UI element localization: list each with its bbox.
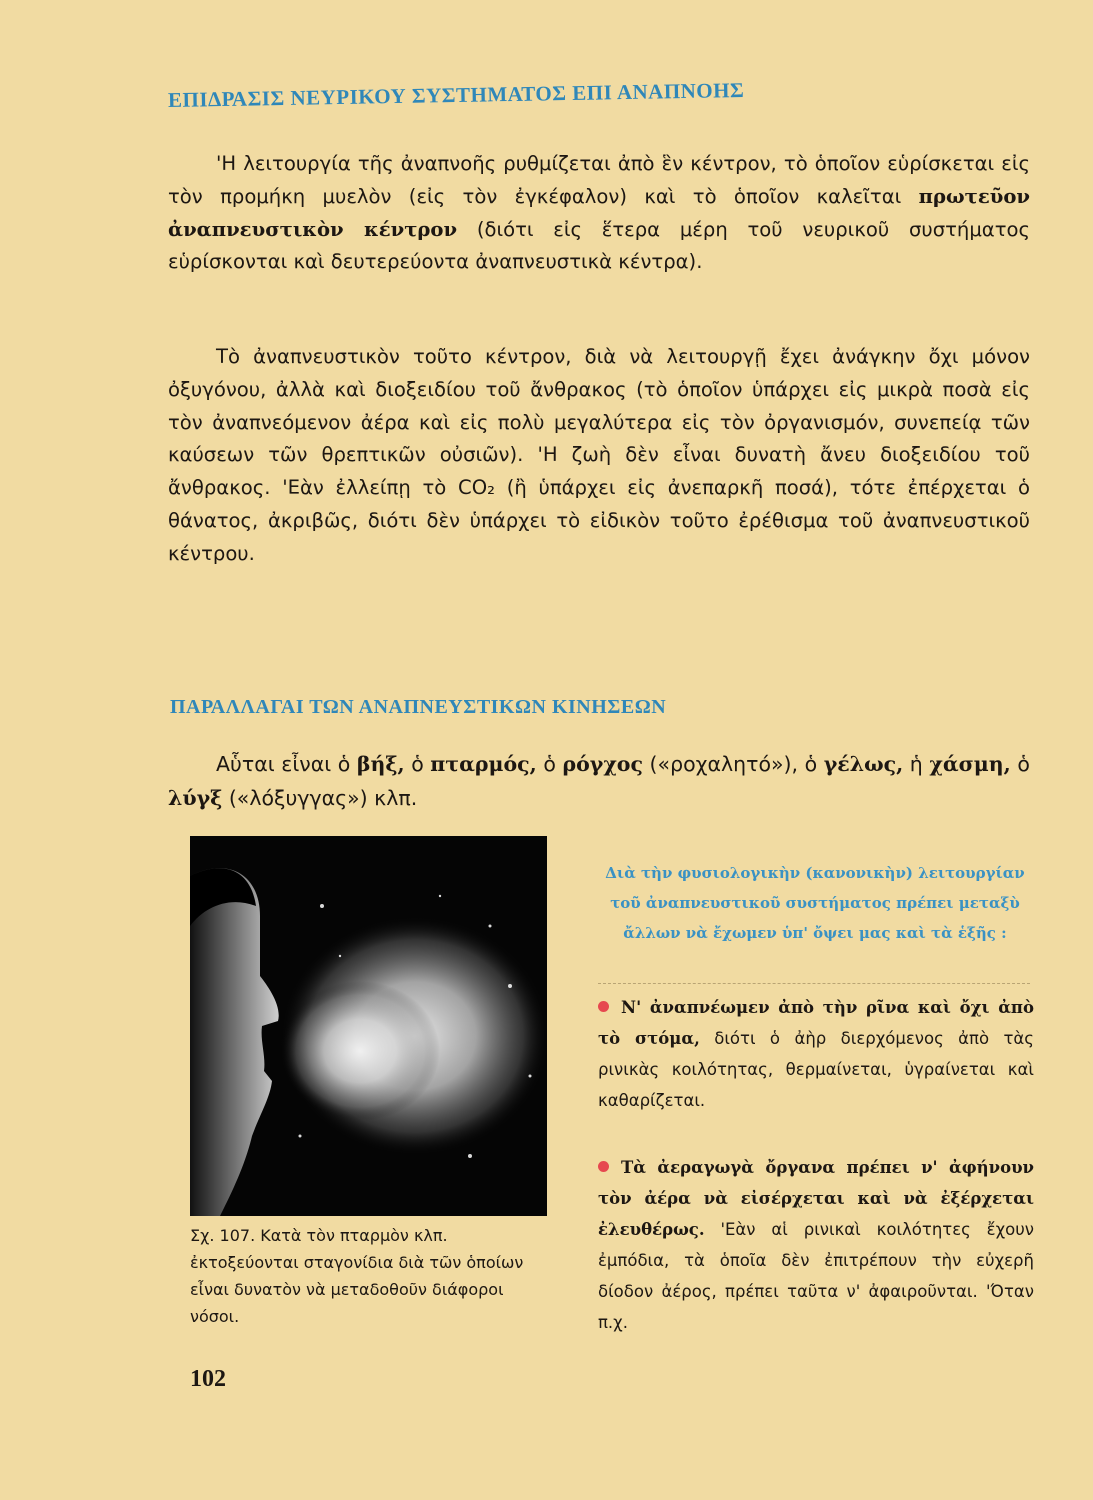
bullet-icon (598, 1001, 609, 1012)
tip-free-airways (598, 1152, 1034, 1338)
bold-term: Ν' ἀναπνέωμεν ἀπὸ τὴν ρῖνα καὶ ὄχι ἀπὸ τὸ στόμα, (598, 998, 1034, 1048)
figure-caption: Σχ. 107. Κατὰ τὸν πταρμὸν κλπ. ἐκτοξεύονται σταγονίδια διὰ τῶν ὁποίων εἶναι δυνατὸν νὰ μεταδοθοῦν διάφοροι νόσοι. (190, 1226, 524, 1326)
paragraph-text: (διότι εἰς ἕτερα μέρη τοῦ νευρικοῦ συστήματος εὑρίσκονται καὶ δευτερεύοντα ἀναπνευστικὰ κέντρα). (168, 217, 1030, 274)
bold-term: ρόγχος (562, 752, 643, 776)
bold-term: πταρμός, (430, 752, 537, 776)
bold-term: γέλως, (823, 752, 904, 776)
paragraph-respiratory-center (168, 148, 1030, 279)
bold-term: λύγξ (168, 786, 223, 810)
bold-term: χάσμη, (929, 752, 1011, 776)
bullet-icon (598, 1161, 609, 1172)
sneeze-illustration (190, 836, 547, 1216)
sidebar-intro: Διὰ τὴν φυσιολογικὴν (κανονικὴν) λειτουργίαν τοῦ ἀναπνευστικοῦ συστήματος πρέπει μεταξὺ ἄλλων νὰ ἔχωμεν ὑπ' ὄψει μας καὶ τὰ ἑξῆς : (605, 864, 1025, 942)
paragraph-co2: Τὸ ἀναπνευστικὸν τοῦτο κέντρον, διὰ νὰ λειτουργῇ ἔχει ἀνάγκην ὄχι μόνον ὀξυγόνου, ἀλλὰ καὶ διοξειδίου τοῦ ἄνθρακος (τὸ ὁποῖον ὑπάρχει εἰς μικρὰ ποσὰ εἰς τὸν ἀναπνεόμενον ἀέρα καὶ εἰς πολὺ μεγαλύτερα εἰς τὸν ὀργανισμόν, συνεπείᾳ τῶν καύσεων τῶν θρεπτικῶν οὐσιῶν). 'Η ζωὴ δὲν εἶναι δυνατὴ ἄνευ διοξειδίου τοῦ ἄνθρακος. 'Εὰν ἐλλείπῃ τὸ CO₂ (ἢ ὑπάρχει εἰς ἀνεπαρκῆ ποσά), τότε ἐπέρχεται ὁ θάνατος, ἀκριβῶς, διότι δὲν ὑπάρχει τὸ εἰδικὸν τοῦτο ἐρέθισμα τοῦ ἀναπνευστικοῦ κέντρου. (168, 345, 1030, 565)
divider (598, 983, 1030, 984)
bold-term: Τὰ ἀεραγωγὰ ὄργανα πρέπει ν' ἀφήνουν τὸν ἀέρα νὰ εἰσέρχεται καὶ νὰ ἐξέρχεται ἐλευθέρως. (598, 1158, 1034, 1239)
paragraph-variations: Αὗται εἶναι ὁ βήξ, ὁ πταρμός, ὁ ρόγχος («ροχαλητό»), ὁ γέλως, ἡ χάσμη, ὁ λύγξ («λόξυγγας») κλπ. (168, 752, 1030, 810)
page-number: 102 (190, 1366, 226, 1392)
bold-term: πρωτεῦον ἀναπνευστικὸν κέντρον (168, 184, 1031, 241)
tip-text: 'Εὰν αἱ ρινικαὶ κοιλότητες ἔχουν ἐμπόδια, τὰ ὁποῖα δὲν ἐπιτρέπουν τὴν εὐχερῆ δίοδον ἀέρος, πρέπει ταῦτα ν' ἀφαιροῦνται. 'Όταν π.χ. (598, 1220, 1034, 1332)
sneeze-photo (190, 836, 547, 1216)
section-heading-nervous-system: ΕΠΙΔΡΑΣΙΣ ΝΕΥΡΙΚΟΥ ΣΥΣΤΗΜΑΤΟΣ ΕΠΙ ΑΝΑΠΝΟΗΣ (167, 77, 745, 112)
bold-term: βήξ, (356, 752, 405, 776)
paragraph-text: 'Η λειτουργία τῆς ἀναπνοῆς ρυθμίζεται ἀπὸ ἓν κέντρον, τὸ ὁποῖον εὑρίσκεται εἰς τὸν προμήκη μυελὸν (εἰς τὸν ἐγκέφαλον) καὶ τὸ ὁποῖον καλεῖται (168, 152, 1030, 208)
tip-text: διότι ὁ ἀὴρ διερχόμενος ἀπὸ τὰς ρινικὰς κοιλότητας, θερμαίνεται, ὑγραίνεται καὶ καθαρίζεται. (598, 1029, 1034, 1110)
tip-nose-breathing (598, 992, 1034, 1116)
section-heading-variations: ΠΑΡΑΛΛΑΓΑΙ ΤΩΝ ΑΝΑΠΝΕΥΣΤΙΚΩΝ ΚΙΝΗΣΕΩΝ (170, 696, 667, 718)
